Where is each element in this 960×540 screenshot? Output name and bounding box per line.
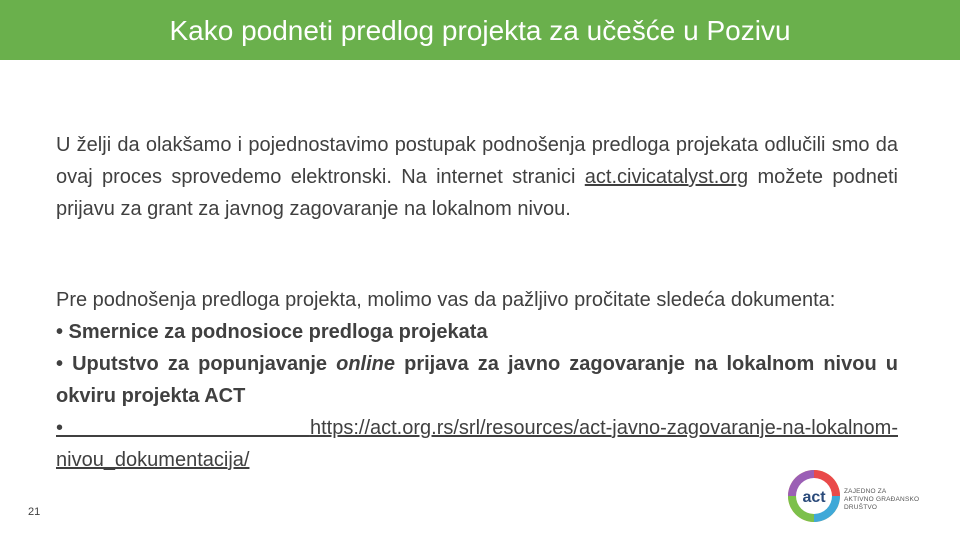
bullet-instructions [56,348,898,412]
logo-tagline-line: AKTIVNO GRAĐANSKO [844,496,920,503]
documents-url-continued[interactable]: nivou_dokumentacija/ [56,449,250,471]
bullet-guidelines: • Smernice za podnosioce predloga projekata [56,321,488,343]
logo-wordmark: act [802,489,826,506]
intro-text: U želji da olakšamo i pojednostavimo postupak podnošenja predloga projekata odlučili smo da ovaj proces sprovedemo elektronski. Na internet stranici [56,134,898,188]
page-number: 21 [28,506,41,518]
website-link[interactable]: act.civicatalyst.org [584,166,749,188]
logo-tagline [844,488,919,512]
documents-intro: Pre podnošenja predloga projekta, molimo vas da pažljivo pročitate sledeća dokumenta: [56,289,836,311]
bullet-marker: • [56,417,310,439]
logo-tagline-line: DRUŠTVO [844,504,878,511]
intro-paragraph [56,129,898,225]
bullet-instructions-text: • Uputstvo za popunjavanje [56,353,337,375]
intro-text-end: možete podneti prijavu za grant za javnog zagovaranje na lokalnom nivou. [56,166,898,220]
documents-url[interactable]: https://act.org.rs/srl/resources/act-javno-zagovaranje-na-lokalnom- [309,417,898,439]
bullet-instructions-text-end: prijava za javno zagovaranje na lokalnom nivou u okviru projekta ACT [56,353,898,407]
bullet-link [56,412,898,444]
page-title: Kako podneti predlog projekta za učešće u Pozivu [169,15,791,46]
documents-paragraph [56,284,898,476]
bullet-instructions-italic: online [336,353,396,375]
logo-tagline-line: ZAJEDNO ZA [844,488,887,495]
